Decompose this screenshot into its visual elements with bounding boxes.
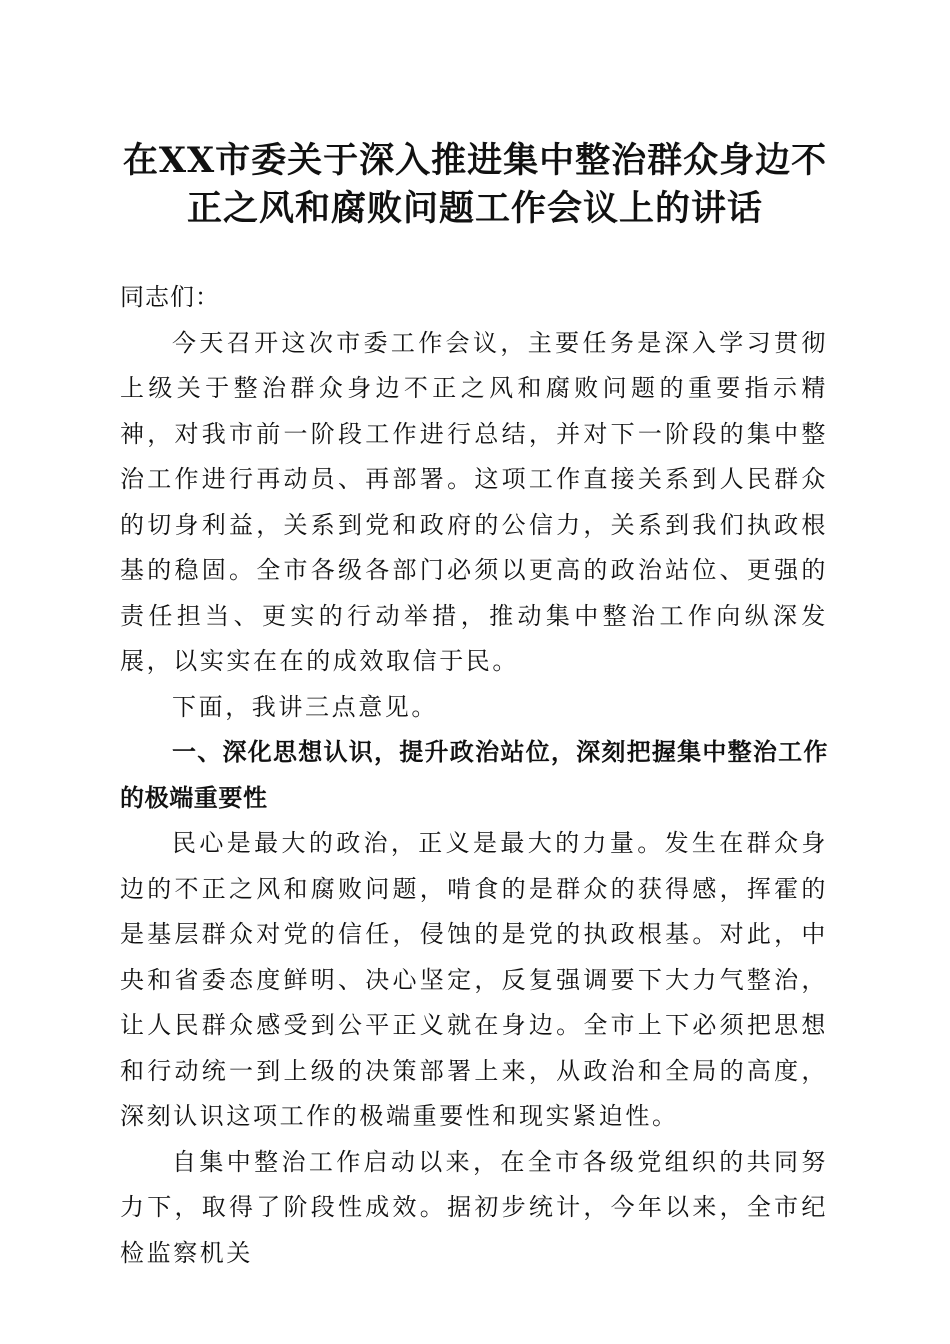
document-body [120, 275, 828, 1276]
document-title-line-1: 在XX市委关于深入推进集中整治群众身边不 [122, 140, 828, 181]
intro-paragraph: 今天召开这次市委工作会议，主要任务是深入学习贯彻上级关于整治群众身边不正之风和腐败问题的重要指示精神，对我市前一阶段工作进行总结，并对下一阶段的集中整治工作进行再动员、再部署。这项工作直接关系到人民群众的切身利益，关系到党和政府的公信力，关系到我们执政根基的稳固。全市各级各部门必须以更高的政治站位、更强的责任担当、更实的行动举措，推动集中整治工作向纵深发展，以实实在在的成效取信于民。 [120, 328, 828, 675]
section-paragraph: 自集中整治工作启动以来，在全市各级党组织的共同努力下，取得了阶段性成效。据初步统计，今年以来，全市纪检监察机关 [120, 1147, 828, 1267]
salutation: 同志们： [120, 283, 220, 311]
section-heading-1: 一、深化思想认识，提升政治站位，深刻把握集中整治工作的极端重要性 [120, 738, 828, 812]
section-paragraph: 民心是最大的政治，正义是最大的力量。发生在群众身边的不正之风和腐败问题，啃食的是群众的获得感，挥霍的是基层群众对党的信任，侵蚀的是党的执政根基。对此，中央和省委态度鲜明、决心坚定，反复强调要下大力气整治，让人民群众感受到公平正义就在身边。全市上下必须把思想和行动统一到上级的决策部署上来，从政治和全局的高度，深刻认识这项工作的极端重要性和现实紧迫性。 [120, 829, 828, 1130]
transition-paragraph: 下面，我讲三点意见。 [172, 692, 438, 721]
document-title-line-2: 正之风和腐败问题工作会议上的讲话 [186, 188, 763, 229]
